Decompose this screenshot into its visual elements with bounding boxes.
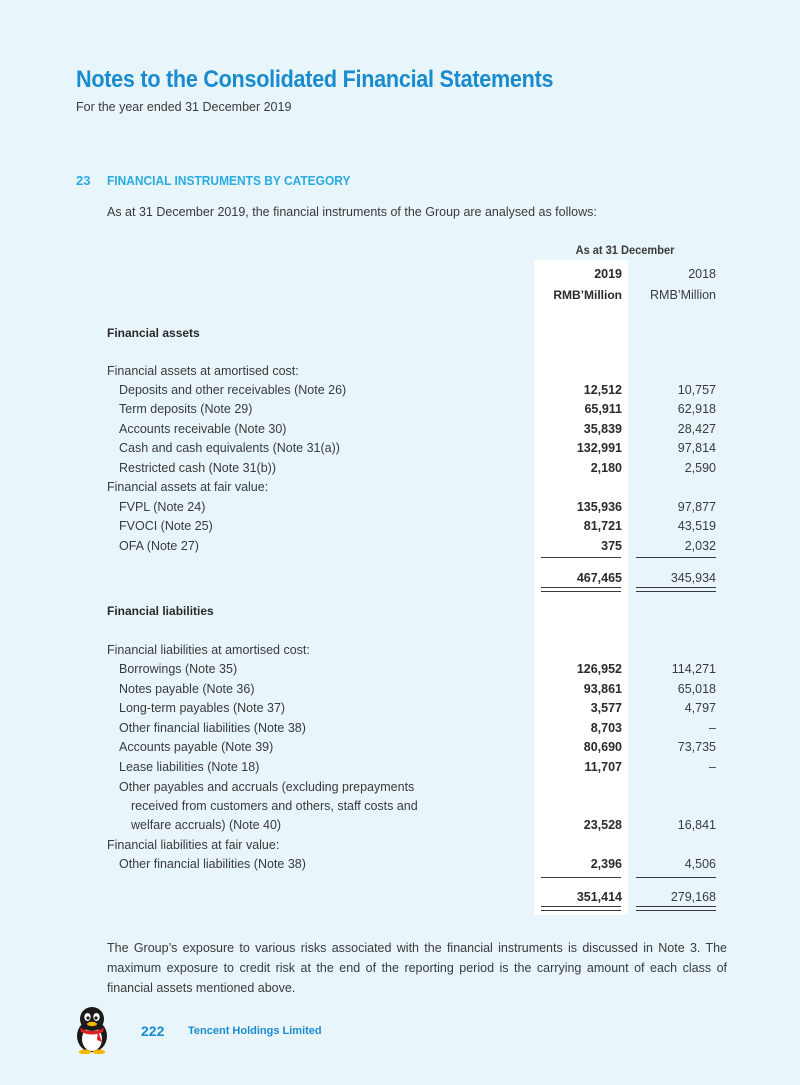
section-intro: As at 31 December 2019, the financial instruments of the Group are analysed as follows: xyxy=(107,205,597,219)
row-label: Deposits and other receivables (Note 26) xyxy=(119,383,347,397)
value-2018: 73,735 xyxy=(677,740,716,755)
value-2018: – xyxy=(709,760,716,774)
table-row xyxy=(0,682,800,701)
footer-paragraph: The Group’s exposure to various risks associated with the financial instruments is discussed in Note 3. The maximum exposure to credit risk at the end of the reporting period is the carrying amount of each class of financial assets mentioned above. xyxy=(107,941,727,995)
assets-total-2019: 467,465 xyxy=(576,571,622,585)
value-2019: 12,512 xyxy=(583,383,622,397)
row-label: Other payables and accruals (excluding prepayments xyxy=(119,780,415,794)
total-rule-2019 xyxy=(541,587,621,592)
value-2019: 135,936 xyxy=(576,500,622,514)
value-2018: 28,427 xyxy=(677,421,716,436)
value-2018: 2,032 xyxy=(684,538,716,553)
value-2019: 3,577 xyxy=(590,701,622,716)
table-row xyxy=(0,662,800,681)
table-row xyxy=(0,480,800,499)
value-2019: 126,952 xyxy=(576,662,622,676)
table-row xyxy=(0,760,800,779)
value-2019: 8,703 xyxy=(590,720,622,735)
table-row xyxy=(0,364,800,383)
col-header-2018: 2018 xyxy=(688,267,716,281)
total-rule-2019 xyxy=(541,906,621,911)
value-2018: 2,590 xyxy=(684,460,716,475)
section-title: FINANCIAL INSTRUMENTS BY CATEGORY xyxy=(107,173,351,188)
penguin-mascot-icon xyxy=(72,1006,112,1054)
value-2019: 2,180 xyxy=(590,460,622,475)
col-unit-2019: RMB’Million xyxy=(553,288,622,302)
table-row xyxy=(0,701,800,720)
assets-heading: Financial assets xyxy=(107,326,200,340)
table-group-header: As at 31 December xyxy=(575,243,675,257)
row-label: Financial liabilities at amortised cost: xyxy=(107,643,310,657)
table-row xyxy=(0,519,800,538)
table-row xyxy=(0,799,800,818)
page-number: 222 xyxy=(141,1023,165,1039)
liabilities-total-2018: 279,168 xyxy=(670,890,716,904)
table-row xyxy=(0,818,800,837)
page-title: Notes to the Consolidated Financial Statements xyxy=(76,66,554,93)
value-2018: 65,018 xyxy=(677,681,716,696)
table-row xyxy=(0,857,800,876)
value-2018: 97,877 xyxy=(677,500,716,514)
liabilities-heading: Financial liabilities xyxy=(107,604,214,618)
row-label: Accounts receivable (Note 30) xyxy=(119,421,287,436)
value-2018: 10,757 xyxy=(677,383,716,397)
row-label: Financial assets at fair value: xyxy=(107,480,269,494)
col-unit-2018: RMB’Million xyxy=(650,288,716,302)
subtotal-rule-2019 xyxy=(541,877,621,878)
table-row xyxy=(0,604,800,623)
row-label: Cash and cash equivalents (Note 31(a)) xyxy=(119,441,340,456)
value-2018: 4,506 xyxy=(684,857,716,871)
table-row xyxy=(0,643,800,662)
row-label: received from customers and others, staff costs and xyxy=(131,799,418,813)
total-rule-2018 xyxy=(636,587,716,592)
subtotal-rule-2019 xyxy=(541,557,621,558)
value-2019: 80,690 xyxy=(583,740,622,755)
row-label: Financial liabilities at fair value: xyxy=(107,838,280,852)
row-label: Lease liabilities (Note 18) xyxy=(119,760,260,774)
table-row xyxy=(0,402,800,421)
table-row xyxy=(0,740,800,759)
value-2019: 65,911 xyxy=(584,402,622,417)
value-2018: 114,271 xyxy=(671,662,716,676)
row-label: FVOCI (Note 25) xyxy=(119,519,213,534)
table-row xyxy=(0,500,800,519)
value-2019: 2,396 xyxy=(590,857,622,871)
row-label: welfare accruals) (Note 40) xyxy=(131,818,282,832)
row-label: Financial assets at amortised cost: xyxy=(107,364,299,378)
row-label: Other financial liabilities (Note 38) xyxy=(119,857,306,871)
row-label: Other financial liabilities (Note 38) xyxy=(119,720,306,735)
table-row xyxy=(0,383,800,402)
value-2018: – xyxy=(709,720,716,735)
value-2018: 97,814 xyxy=(677,441,716,456)
table-row xyxy=(0,721,800,740)
liabilities-total-2019: 351,414 xyxy=(576,890,622,904)
value-2019: 375 xyxy=(601,538,622,553)
row-label: FVPL (Note 24) xyxy=(119,500,206,514)
row-label: OFA (Note 27) xyxy=(119,538,199,553)
row-label: Accounts payable (Note 39) xyxy=(119,740,274,755)
assets-total-2018: 345,934 xyxy=(670,571,716,585)
page-subtitle: For the year ended 31 December 2019 xyxy=(76,100,292,114)
value-2018: 62,918 xyxy=(677,402,716,417)
section-number: 23 xyxy=(76,173,91,188)
total-rule-2018 xyxy=(636,906,716,911)
value-2019: 132,991 xyxy=(576,441,622,456)
value-2019: 93,861 xyxy=(583,681,622,696)
table-row xyxy=(0,422,800,441)
company-name: Tencent Holdings Limited xyxy=(188,1025,322,1037)
value-2019: 11,707 xyxy=(584,760,622,774)
value-2018: 4,797 xyxy=(684,701,716,716)
value-2018: 43,519 xyxy=(677,519,716,534)
table-row xyxy=(0,461,800,480)
table-row xyxy=(0,326,800,345)
col-header-2019: 2019 xyxy=(594,267,622,281)
row-label: Borrowings (Note 35) xyxy=(119,662,238,676)
row-label: Long-term payables (Note 37) xyxy=(119,701,286,716)
subtotal-rule-2018 xyxy=(636,557,716,558)
value-2019: 81,721 xyxy=(583,519,622,534)
subtotal-rule-2018 xyxy=(636,877,716,878)
row-label: Notes payable (Note 36) xyxy=(119,681,255,696)
value-2019: 35,839 xyxy=(583,421,622,436)
row-label: Restricted cash (Note 31(b)) xyxy=(119,460,277,475)
table-row xyxy=(0,838,800,857)
value-2019: 23,528 xyxy=(583,818,622,832)
table-row xyxy=(0,441,800,460)
value-2018: 16,841 xyxy=(677,818,716,832)
table-row xyxy=(0,780,800,799)
row-label: Term deposits (Note 29) xyxy=(119,402,253,417)
table-row xyxy=(0,539,800,558)
